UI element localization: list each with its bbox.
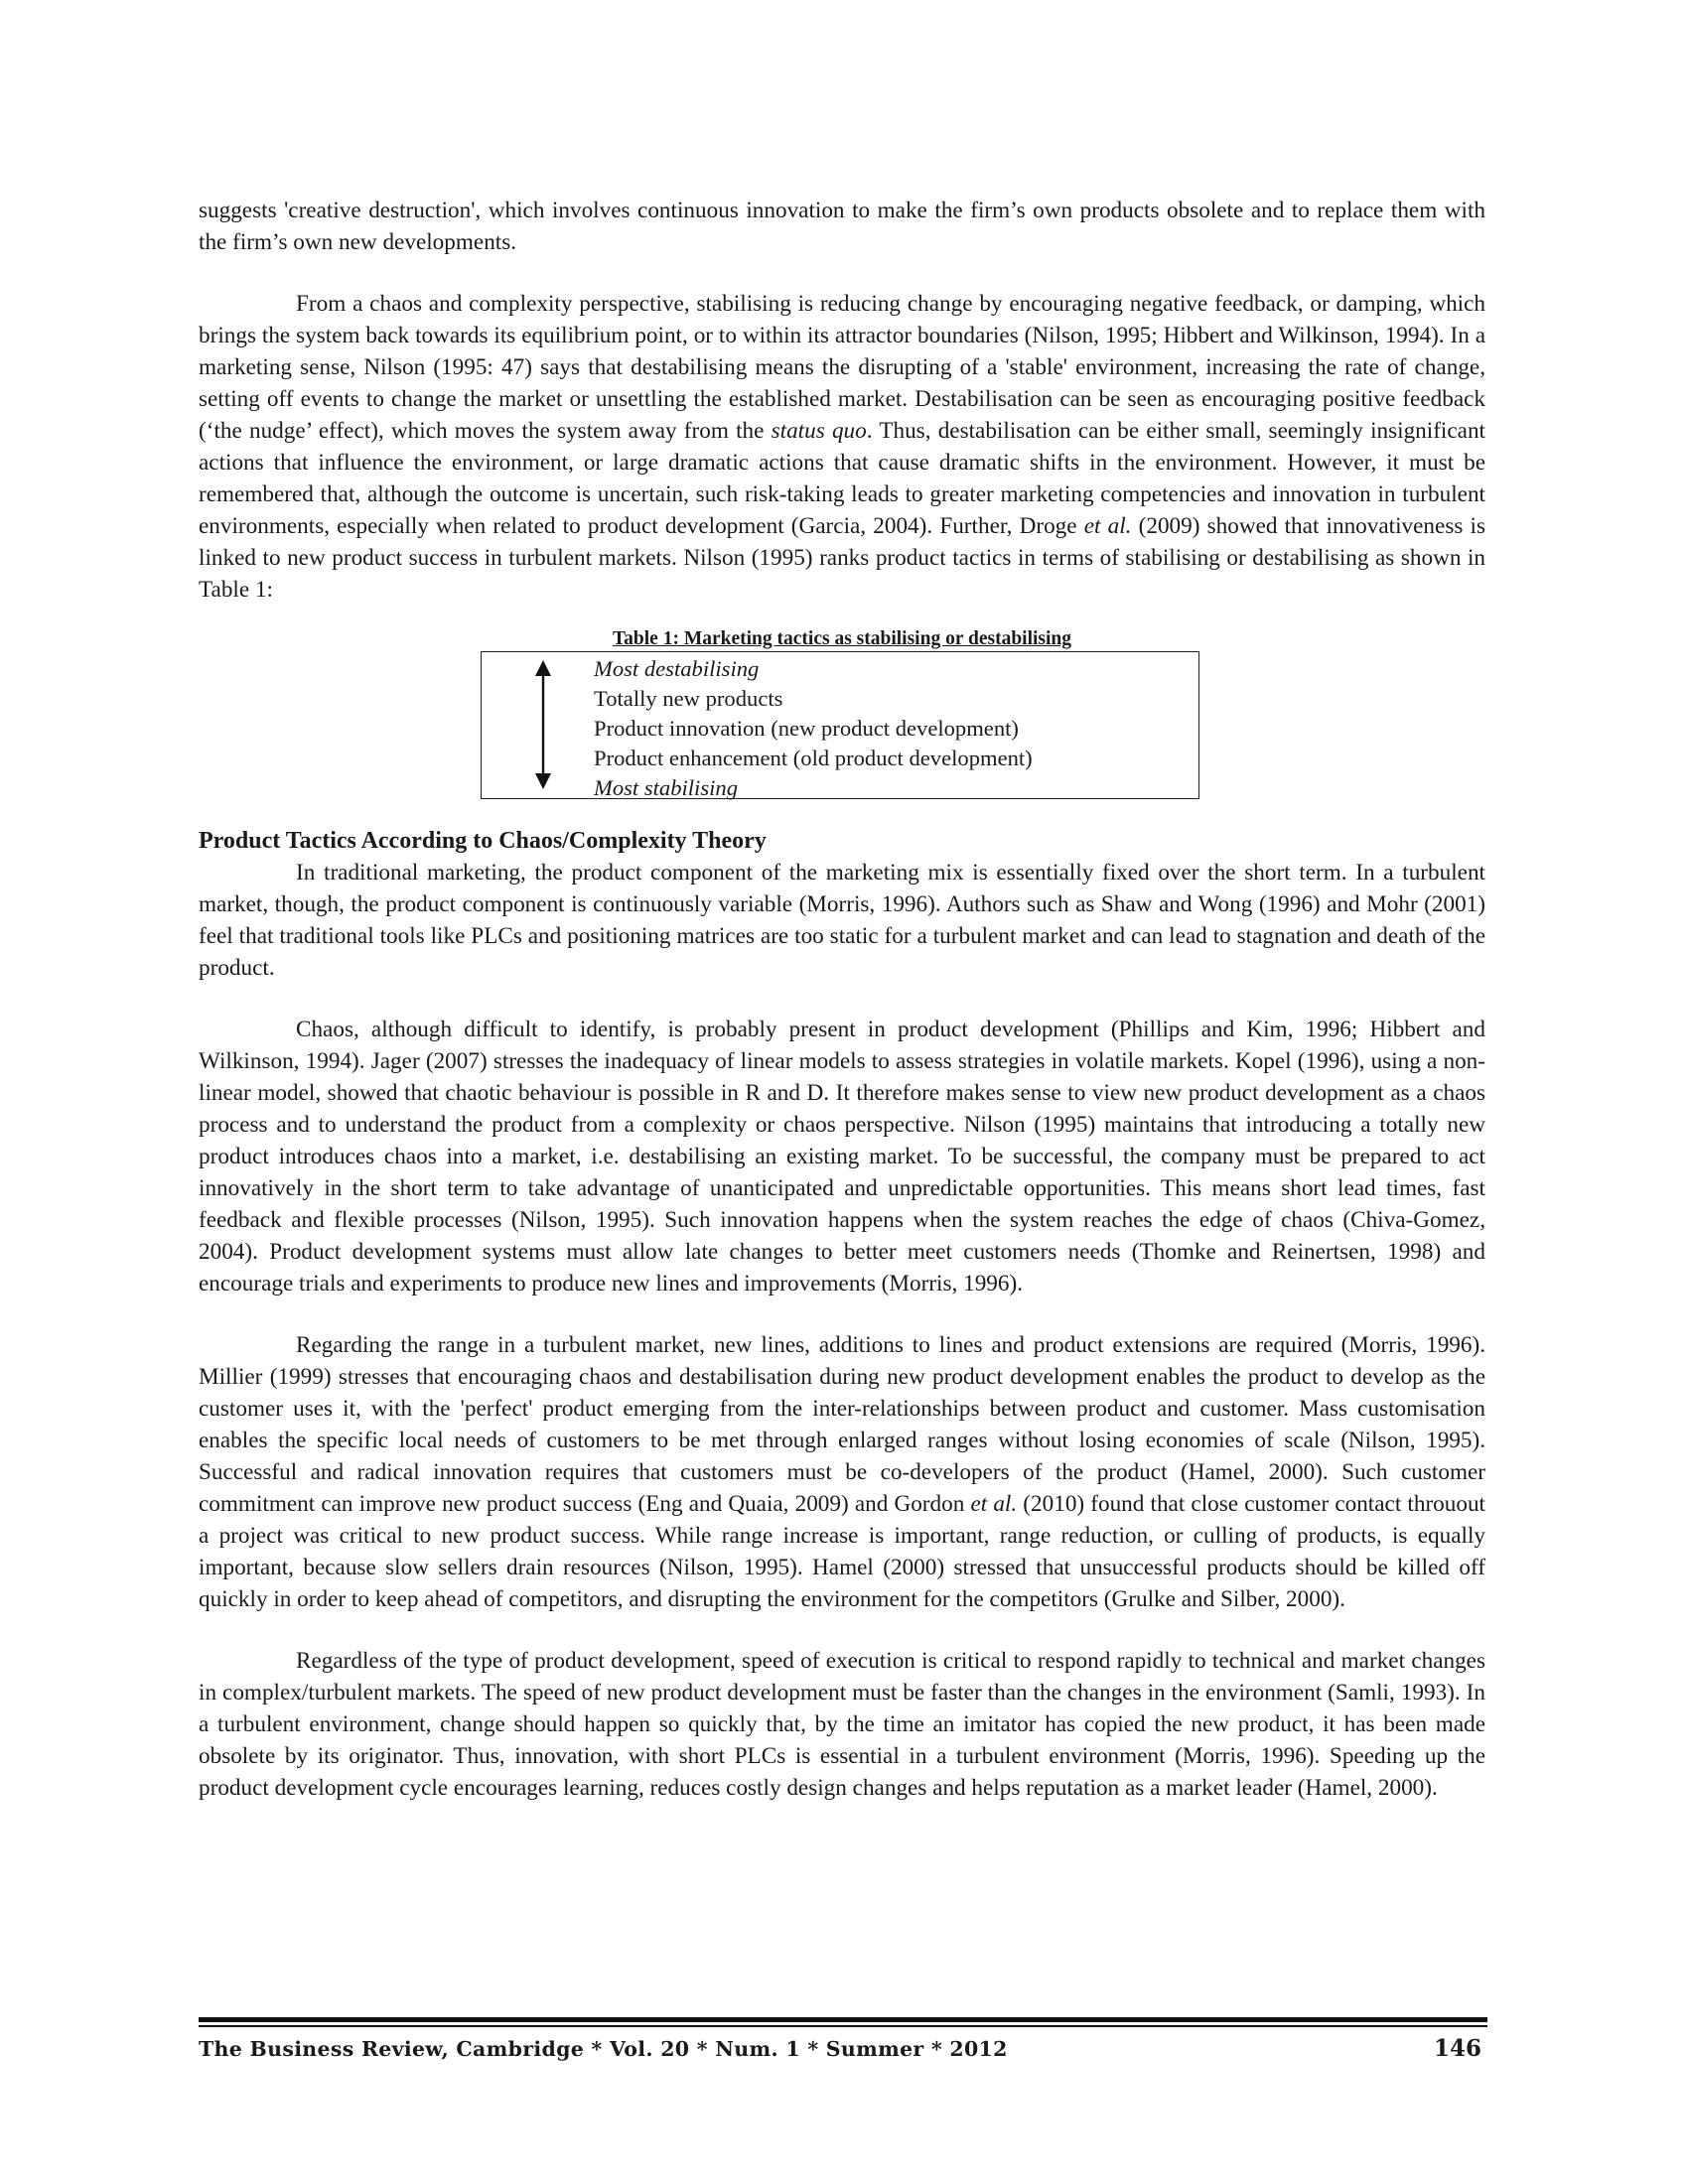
paragraph-2: [199, 288, 1485, 606]
paragraph-2-part-a: From a chaos and complexity perspective, stabilising is reducing change by encouraging negative feedback, or damping, which brings the system back towards its equilibrium point, or to within its attractor boundaries (Nilson, 1995; Hibbert and Wilkinson, 1994). In a marketing sense, Nilson (1995: 47) says that destabilising means the disrupting of a 'stable' environment, increasing the rate of change, setting off events to change the market or unsettling the established market. Destabilisation can be seen as encouraging positive feedback (‘the nudge’ effect), which moves the system away from the: [199, 291, 1485, 444]
table-caption: Table 1: Marketing tactics as stabilising or destabilising: [612, 628, 1072, 649]
page-footer: [199, 2017, 1487, 2067]
paragraph-6: Regardless of the type of product development, speed of execution is critical to respond rapidly to technical and market changes in complex/turbulent markets. The speed of new product development must be faster than the changes in the environment (Samli, 1993). In a turbulent environment, change should happen so quickly that, by the time an imitator has copied the new product, it has been made obsolete by its originator. Thus, innovation, with short PLCs is essential in a turbulent environment (Morris, 1996). Speeding up the product development cycle encourages learning, reduces costly design changes and helps reputation as a market leader (Hamel, 2000).: [199, 1648, 1485, 1801]
table-1: [199, 627, 1485, 799]
page-body: [199, 195, 1485, 1804]
paragraph-1: suggests 'creative destruction', which involves continuous innovation to make the firm’s own products obsolete and to replace them with the firm’s own new developments.: [199, 198, 1485, 255]
journal-citation: The Business Review, Cambridge * Vol. 20 * Num. 1 * Summer * 2012: [199, 2037, 1008, 2061]
paragraph-2-part-c: . Thus, destabilisation can be either small, seemingly insignificant actions that influence the environment, or large dramatic actions that cause dramatic shifts in the environment. However, it must be remembered that, although the outcome is uncertain, such risk-taking leads to greater marketing competencies and innovation in turbulent environments, especially when related to product development (Garcia, 2004). Further, Droge: [199, 418, 1485, 539]
table-box: [481, 651, 1199, 799]
page-number: 146: [1433, 2035, 1481, 2062]
paragraph-2-part-e: (2009) showed that innovativeness is linked to new product success in turbulent markets. Nilson (1995) ranks product tactics in terms of stabilising or destabilising as shown in Table 1:: [199, 513, 1485, 603]
table-row-totally-new: Totally new products: [594, 686, 783, 711]
table-row-enhancement: Product enhancement (old product development): [594, 746, 1033, 770]
double-arrow-icon: [533, 660, 553, 789]
paragraph-5-part-c: (2010) found that close customer contact throuout a project was critical to new product success. While range increase is important, range reduction, or culling of products, is equally important, because slow sellers drain resources (Nilson, 1995). Hamel (2000) stressed that unsuccessful products should be killed off quickly in order to keep ahead of competitors, and disrupting the environment for the competitors (Grulke and Silber, 2000).: [199, 1491, 1485, 1612]
table-rows: [594, 654, 1033, 803]
table-row-innovation: Product innovation (new product development): [594, 716, 1019, 741]
paragraph-2-status-quo: status quo: [771, 418, 867, 444]
paragraph-5-part-a: Regarding the range in a turbulent market, new lines, additions to lines and product extensions are required (Morris, 1996). Millier (1999) stresses that encouraging chaos and destabilisation during new product development enables the product to develop as the customer uses it, with the 'perfect' product emerging from the inter-relationships between product and customer. Mass customisation enables the specific local needs of customers to be met through enlarged ranges without losing economies of scale (Nilson, 1995). Successful and radical innovation requires that customers must be co-developers of the product (Hamel, 2000). Such customer commitment can improve new product success (Eng and Quaia, 2009) and Gordon: [199, 1332, 1485, 1517]
section-heading: Product Tactics According to Chaos/Complexity Theory: [199, 828, 767, 854]
paragraph-5: [199, 1329, 1485, 1615]
paragraph-5-et-al: et al.: [970, 1491, 1018, 1517]
table-row-most-destabilising: Most destabilising: [594, 656, 760, 681]
paragraph-2-et-al: et al.: [1083, 513, 1132, 539]
paragraph-4: Chaos, although difficult to identify, is probably present in product development (Phillips and Kim, 1996; Hibbert and Wilkinson, 1994). Jager (2007) stresses the inadequacy of linear models to assess strategies in volatile markets. Kopel (1996), using a non-linear model, showed that chaotic behaviour is possible in R and D. It therefore makes sense to view new product development as a chaos process and to understand the product from a complexity or chaos perspective. Nilson (1995) maintains that introducing a totally new product introduces chaos into a market, i.e. destabilising an existing market. To be successful, the company must be prepared to act innovatively in the short term to take advantage of unanticipated and unpredictable opportunities. This means short lead times, fast feedback and flexible processes (Nilson, 1995). Such innovation happens when the system reaches the edge of chaos (Chiva-Gomez, 2004). Product development systems must allow late changes to better meet customers needs (Thomke and Reinertsen, 1998) and encourage trials and experiments to produce new lines and improvements (Morris, 1996).: [199, 1017, 1485, 1297]
paragraph-3: In traditional marketing, the product component of the marketing mix is essentially fixed over the short term. In a turbulent market, though, the product component is continuously variable (Morris, 1996). Authors such as Shaw and Wong (1996) and Mohr (2001) feel that traditional tools like PLCs and positioning matrices are too static for a turbulent market and can lead to stagnation and death of the product.: [199, 860, 1485, 981]
footer-rule-thick: [199, 2017, 1487, 2022]
table-row-most-stabilising: Most stabilising: [594, 775, 738, 800]
